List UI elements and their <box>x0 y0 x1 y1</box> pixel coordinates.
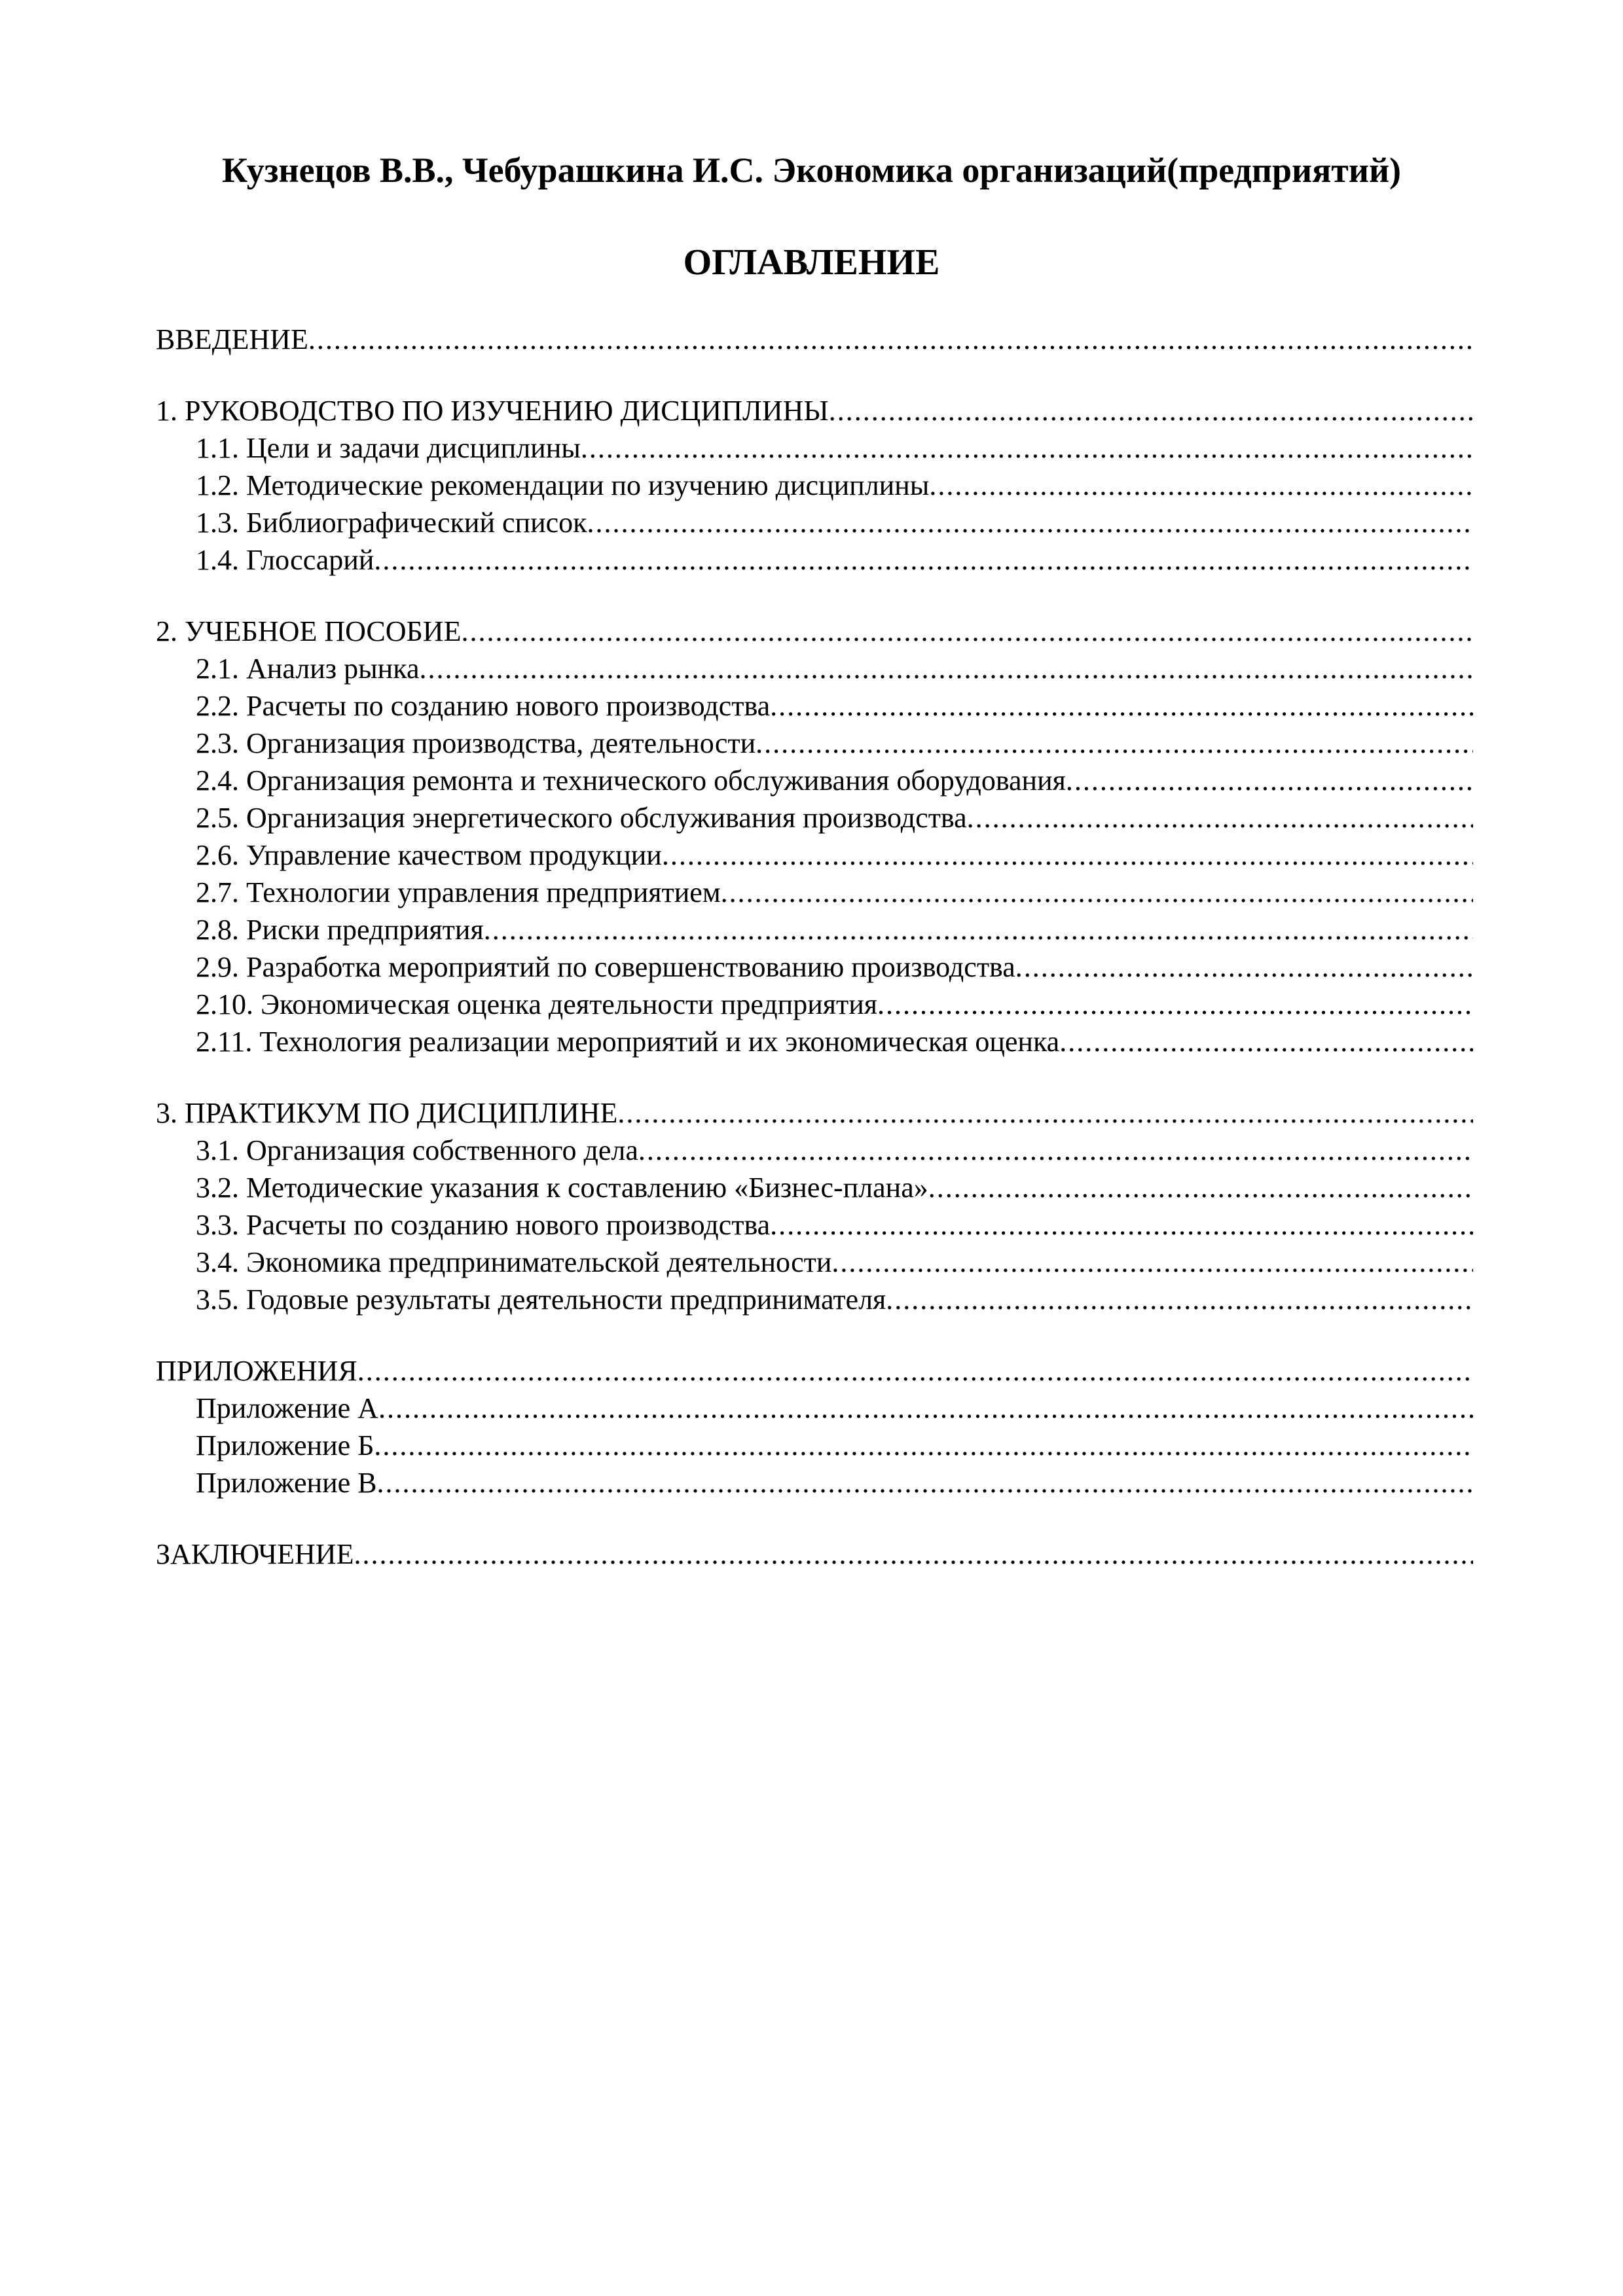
toc-dot-leader <box>756 725 1473 762</box>
toc-entry[interactable] <box>156 613 1473 650</box>
toc-subentry-label: 3.3. Расчеты по созданию нового производства <box>196 1209 771 1241</box>
toc-section <box>156 1094 1473 1318</box>
toc-subentry-label: 1.1. Цели и задачи дисциплины <box>196 432 581 464</box>
toc-dot-leader <box>877 986 1473 1023</box>
toc-subentry[interactable] <box>156 1281 1473 1318</box>
toc-subentry-label: 2.7. Технологии управления предприятием <box>196 876 721 908</box>
toc-subentry[interactable] <box>156 1206 1473 1244</box>
toc-subentry[interactable] <box>156 1244 1473 1281</box>
table-of-contents <box>156 321 1473 1607</box>
toc-subentry-label: 2.9. Разработка мероприятий по совершенствованию производства <box>196 951 1015 983</box>
toc-section <box>156 321 1473 358</box>
toc-dot-leader <box>357 1352 1473 1390</box>
toc-section <box>156 1535 1473 1573</box>
toc-entry-label: 3. ПРАКТИКУМ ПО ДИСЦИПЛИНЕ <box>156 1097 618 1129</box>
toc-dot-leader <box>581 429 1473 467</box>
toc-subentry-label: Приложение В <box>196 1467 377 1499</box>
toc-subentry-label: 3.1. Организация собственного дела <box>196 1134 638 1166</box>
toc-subentry[interactable] <box>156 762 1473 799</box>
toc-subentry-label: 2.8. Риски предприятия <box>196 914 484 946</box>
toc-subentry[interactable] <box>156 799 1473 836</box>
toc-subentry-label: 2.6. Управление качеством продукции <box>196 839 662 871</box>
toc-entry[interactable] <box>156 1535 1473 1573</box>
toc-section <box>156 392 1473 579</box>
toc-subentry-label: Приложение Б <box>196 1429 374 1462</box>
toc-subentry[interactable] <box>156 1169 1473 1206</box>
toc-subentry[interactable] <box>156 467 1473 504</box>
toc-dot-leader <box>419 650 1473 687</box>
toc-entry-label: ВВЕДЕНИЕ <box>156 323 308 355</box>
toc-dot-leader <box>1066 762 1473 799</box>
toc-subentry-label: 1.4. Глоссарий <box>196 544 374 576</box>
toc-dot-leader <box>1059 1023 1473 1060</box>
toc-entry-label: 1. РУКОВОДСТВО ПО ИЗУЧЕНИЮ ДИСЦИПЛИНЫ <box>156 395 829 427</box>
toc-subentry[interactable] <box>156 1390 1473 1427</box>
toc-entry-label: 2. УЧЕБНОЕ ПОСОБИЕ <box>156 615 462 647</box>
toc-subentry[interactable] <box>156 725 1473 762</box>
toc-subentry-label: 1.3. Библиографический список <box>196 507 587 539</box>
toc-subentry[interactable] <box>156 948 1473 986</box>
toc-dot-leader <box>721 874 1473 911</box>
toc-dot-leader <box>831 1244 1473 1281</box>
toc-subentry[interactable] <box>156 687 1473 725</box>
toc-dot-leader <box>378 1390 1473 1427</box>
toc-subentry-label: Приложение А <box>196 1392 378 1424</box>
toc-dot-leader <box>928 1169 1473 1206</box>
toc-entry-label: ПРИЛОЖЕНИЯ <box>156 1355 357 1387</box>
toc-subentry-label: 2.1. Анализ рынка <box>196 653 420 685</box>
toc-entry[interactable] <box>156 1352 1473 1390</box>
toc-dot-leader <box>662 836 1473 874</box>
toc-dot-leader <box>374 1427 1473 1464</box>
toc-subentry[interactable] <box>156 1023 1473 1060</box>
toc-dot-leader <box>770 1206 1473 1244</box>
toc-heading: ОГЛАВЛЕНИЕ <box>683 242 940 283</box>
toc-subentry-label: 2.5. Организация энергетического обслуживания производства <box>196 802 967 834</box>
toc-subentry[interactable] <box>156 650 1473 687</box>
toc-entry[interactable] <box>156 1094 1473 1132</box>
toc-dot-leader <box>829 392 1473 429</box>
toc-section <box>156 1352 1473 1501</box>
toc-subentry[interactable] <box>156 986 1473 1023</box>
toc-subentry[interactable] <box>156 1132 1473 1169</box>
toc-subentry[interactable] <box>156 1464 1473 1501</box>
toc-dot-leader <box>967 799 1473 836</box>
toc-subentry-label: 2.10. Экономическая оценка деятельности предприятия <box>196 988 878 1020</box>
toc-subentry[interactable] <box>156 874 1473 911</box>
toc-subentry[interactable] <box>156 836 1473 874</box>
document-title: Кузнецов В.В., Чебурашкина И.С. Экономика организаций(предприятий) <box>221 151 1402 190</box>
toc-dot-leader <box>308 321 1473 358</box>
toc-subentry[interactable] <box>156 541 1473 579</box>
toc-subentry-label: 3.4. Экономика предпринимательской деятельности <box>196 1246 832 1278</box>
toc-entry[interactable] <box>156 321 1473 358</box>
toc-subentry[interactable] <box>156 429 1473 467</box>
toc-subentry-label: 3.2. Методические указания к составлению «Бизнес-плана» <box>196 1172 928 1204</box>
toc-subentry-label: 2.2. Расчеты по созданию нового производства <box>196 690 771 722</box>
toc-subentry[interactable] <box>156 911 1473 948</box>
toc-section <box>156 613 1473 1060</box>
toc-subentry[interactable] <box>156 504 1473 541</box>
toc-dot-leader <box>374 541 1473 579</box>
toc-dot-leader <box>638 1132 1473 1169</box>
toc-entry-label: ЗАКЛЮЧЕНИЕ <box>156 1538 354 1570</box>
toc-dot-leader <box>377 1464 1473 1501</box>
toc-dot-leader <box>929 467 1473 504</box>
toc-dot-leader <box>1015 948 1473 986</box>
toc-dot-leader <box>587 504 1473 541</box>
toc-subentry-label: 2.3. Организация производства, деятельности <box>196 727 756 759</box>
toc-subentry[interactable] <box>156 1427 1473 1464</box>
toc-subentry-label: 1.2. Методические рекомендации по изучению дисциплины <box>196 469 930 501</box>
toc-dot-leader <box>770 687 1473 725</box>
toc-subentry-label: 2.11. Технология реализации мероприятий и их экономическая оценка <box>196 1026 1060 1058</box>
toc-subentry-label: 2.4. Организация ремонта и технического обслуживания оборудования <box>196 764 1066 797</box>
toc-dot-leader <box>886 1281 1473 1318</box>
toc-dot-leader <box>354 1535 1473 1573</box>
toc-dot-leader <box>461 613 1473 650</box>
toc-entry[interactable] <box>156 392 1473 429</box>
toc-subentry-label: 3.5. Годовые результаты деятельности предпринимателя <box>196 1283 886 1316</box>
toc-dot-leader <box>484 911 1473 948</box>
toc-dot-leader <box>617 1094 1473 1132</box>
